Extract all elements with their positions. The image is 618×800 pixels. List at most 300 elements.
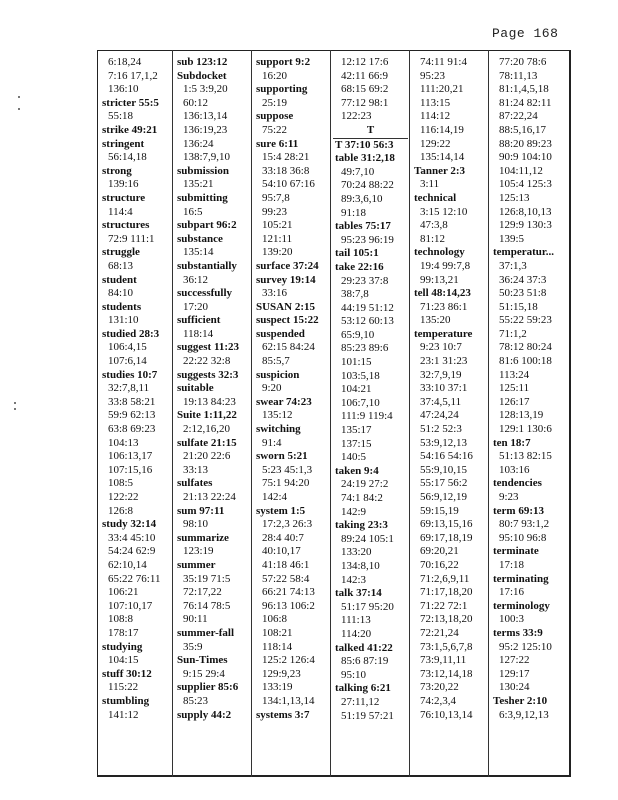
index-column-6 — [491, 56, 569, 772]
index-reference: 135:14,14 — [420, 151, 465, 164]
index-reference: 68:15 69:2 — [341, 83, 389, 96]
scan-speck — [14, 408, 16, 410]
index-reference: 9:23 10:7 — [420, 341, 462, 354]
index-reference: 59:9 62:13 — [108, 409, 156, 422]
index-reference: 76:14 78:5 — [183, 599, 231, 612]
column-divider — [330, 50, 331, 777]
index-term: submission — [177, 164, 229, 177]
index-reference: 133:19 — [262, 681, 293, 694]
index-reference: 73:1,5,6,7,8 — [420, 640, 473, 653]
index-reference: 60:12 — [183, 96, 209, 109]
index-reference: 68:13 — [108, 259, 134, 272]
index-term: temperatur... — [493, 246, 554, 259]
index-reference: 78:11,13 — [499, 69, 538, 82]
index-reference: 16:20 — [262, 69, 288, 82]
index-reference: 121:11 — [262, 232, 293, 245]
index-reference: 99:13,21 — [420, 273, 459, 286]
index-reference: 108:21 — [262, 626, 293, 639]
index-reference: 138:7,9,10 — [183, 151, 231, 164]
index-reference: 35:9 — [183, 640, 203, 653]
index-reference: 70:16,22 — [420, 558, 459, 571]
index-reference: 135:21 — [183, 178, 214, 191]
index-reference: 126:17 — [499, 395, 530, 408]
index-reference: 72:9 111:1 — [108, 232, 155, 245]
index-term: study 32:14 — [102, 518, 157, 531]
index-reference: 33:8 58:21 — [108, 395, 156, 408]
index-term: system 1:5 — [256, 504, 306, 517]
index-reference: 49:7,10 — [341, 165, 375, 178]
index-reference: 6:18,24 — [108, 56, 142, 68]
index-term: studying — [102, 640, 143, 653]
index-reference: 106:4,15 — [108, 341, 147, 354]
index-term: take 22:16 — [335, 260, 384, 273]
index-reference: 71:23 86:1 — [420, 300, 468, 313]
index-term: tail 105:1 — [335, 247, 379, 260]
index-reference: 95:10 — [341, 668, 367, 681]
index-term: Subdocket — [177, 69, 227, 82]
index-reference: 37:4,5,11 — [420, 395, 462, 408]
index-reference: 53:12 60:13 — [341, 315, 394, 328]
index-reference: 71:17,18,20 — [420, 586, 473, 599]
index-reference: 56:14,18 — [108, 151, 147, 164]
index-reference: 81:6 100:18 — [499, 355, 552, 368]
index-reference: 85:23 89:6 — [341, 342, 389, 355]
index-reference: 21:20 22:6 — [183, 450, 231, 463]
index-reference: 75:1 94:20 — [262, 477, 310, 490]
index-reference: 128:13,19 — [499, 409, 544, 422]
index-term: T — [333, 124, 408, 139]
index-reference: 29:23 37:8 — [341, 274, 389, 287]
index-term: suitable — [177, 382, 214, 395]
index-term: technology — [414, 246, 465, 259]
index-reference: 19:13 84:23 — [183, 395, 236, 408]
index-term: stuff 30:12 — [102, 667, 152, 680]
index-reference: 24:19 27:2 — [341, 478, 389, 491]
index-term: structure — [102, 191, 146, 204]
index-term: terminology — [493, 599, 550, 612]
index-reference: 90:9 104:10 — [499, 151, 552, 164]
index-reference: 95:2 125:10 — [499, 640, 552, 653]
index-reference: 137:15 — [341, 437, 372, 450]
index-reference: 129:1 130:6 — [499, 423, 552, 436]
index-reference: 130:24 — [499, 681, 530, 694]
index-reference: 99:23 — [262, 205, 288, 218]
index-term: stringent — [102, 137, 145, 150]
index-reference: 139:20 — [262, 246, 293, 259]
index-reference: 108:8 — [108, 613, 134, 626]
index-reference: 107:15,16 — [108, 463, 153, 476]
index-reference: 106:8 — [262, 613, 288, 626]
index-reference: 74:2,3,4 — [420, 694, 457, 707]
index-reference: 21:13 22:24 — [183, 491, 236, 503]
index-reference: 84:10 — [108, 287, 134, 300]
index-reference: 114:20 — [341, 627, 372, 640]
index-reference: 77:12 98:1 — [341, 96, 389, 109]
index-reference: 54:16 54:16 — [420, 450, 473, 463]
index-reference: 101:15 — [341, 356, 372, 369]
index-term: suppose — [256, 110, 294, 123]
index-reference: 129:17 — [499, 667, 530, 680]
index-term: Tanner 2:3 — [414, 164, 466, 177]
index-reference: 126:8,10,13 — [499, 205, 552, 218]
index-term: sufficient — [177, 314, 221, 327]
index-reference: 36:24 37:3 — [499, 273, 547, 286]
index-reference: 73:12,14,18 — [420, 667, 473, 680]
index-reference: 88:20 89:23 — [499, 137, 552, 150]
index-reference: 33:13 — [183, 463, 209, 476]
index-term: sworn 5:21 — [256, 450, 308, 463]
column-divider — [488, 50, 489, 777]
index-reference: 131:10 — [108, 314, 139, 327]
index-term: sub 123:12 — [177, 56, 228, 68]
index-reference: 126:8 — [108, 504, 134, 517]
index-reference: 69:17,18,19 — [420, 531, 473, 544]
index-term: suggests 32:3 — [177, 368, 239, 381]
index-reference: 71:2,6,9,11 — [420, 572, 470, 585]
index-reference: 42:11 66:9 — [341, 69, 388, 82]
index-reference: 53:9,12,13 — [420, 436, 468, 449]
index-reference: 55:18 — [108, 110, 134, 123]
index-reference: 32:7,8,11 — [108, 382, 150, 395]
index-term: studied 28:3 — [102, 327, 160, 340]
index-reference: 62:15 84:24 — [262, 341, 315, 354]
index-reference: 54:10 67:16 — [262, 178, 315, 191]
index-reference: 33:10 37:1 — [420, 382, 468, 395]
index-reference: 125:13 — [499, 191, 530, 204]
index-reference: 96:13 106:2 — [262, 599, 315, 612]
index-reference: 125:2 126:4 — [262, 654, 315, 667]
index-term: talking 6:21 — [335, 682, 391, 695]
scan-speck — [18, 96, 20, 98]
index-reference: 113:15 — [420, 96, 451, 109]
index-reference: 106:13,17 — [108, 450, 153, 463]
index-reference: 75:22 — [262, 123, 288, 136]
index-reference: 51:17 95:20 — [341, 600, 394, 613]
index-reference: 25:19 — [262, 96, 288, 109]
index-reference: 139:5 — [499, 232, 525, 245]
index-reference: 69:13,15,16 — [420, 518, 473, 531]
index-reference: 73:20,22 — [420, 681, 459, 694]
index-reference: 65:9,10 — [341, 328, 375, 341]
index-reference: 118:14 — [262, 640, 293, 653]
index-term: tell 48:14,23 — [414, 287, 471, 300]
index-reference: 33:16 — [262, 287, 288, 300]
index-reference: 70:24 88:22 — [341, 179, 394, 192]
index-reference: 3:11 — [420, 178, 440, 191]
index-term: taken 9:4 — [335, 464, 379, 477]
index-reference: 81:24 82:11 — [499, 96, 552, 109]
index-term: temperature — [414, 327, 473, 340]
index-reference: 104:11,12 — [499, 164, 543, 177]
index-reference: 55:9,10,15 — [420, 463, 468, 476]
index-term: technical — [414, 191, 457, 204]
index-reference: 106:7,10 — [341, 396, 380, 409]
index-reference: 136:24 — [183, 137, 214, 150]
index-reference: 71:1,2 — [499, 327, 527, 340]
index-term: sulfates — [177, 477, 213, 490]
index-reference: 77:20 78:6 — [499, 56, 547, 68]
index-reference: 105:21 — [262, 219, 293, 232]
index-reference: 103:16 — [499, 463, 530, 476]
index-reference: 136:10 — [108, 83, 139, 96]
index-reference: 56:9,12,19 — [420, 491, 468, 503]
index-reference: 108:5 — [108, 477, 134, 490]
index-column-1 — [100, 56, 171, 772]
index-reference: 178:17 — [108, 626, 139, 639]
index-reference: 125:11 — [499, 382, 530, 395]
index-term: talk 37:14 — [335, 587, 382, 600]
index-term: suspect 15:22 — [256, 314, 319, 327]
index-reference: 57:22 58:4 — [262, 572, 310, 585]
index-reference: 90:11 — [183, 613, 208, 626]
index-term: table 31:2,18 — [335, 152, 395, 165]
index-reference: 104:21 — [341, 383, 372, 396]
index-reference: 73:9,11,11 — [420, 654, 467, 667]
index-reference: 81:12 — [420, 232, 446, 245]
index-reference: 36:12 — [183, 273, 209, 286]
index-reference: 118:14 — [183, 327, 214, 340]
index-term: supporting — [256, 83, 308, 96]
index-term: strong — [102, 164, 132, 177]
index-reference: 41:18 46:1 — [262, 558, 310, 571]
index-reference: 85:23 — [183, 694, 209, 707]
index-term: stricter 55:5 — [102, 96, 159, 109]
index-term: terminate — [493, 545, 539, 558]
index-reference: 135:14 — [183, 246, 214, 259]
index-reference: 55:17 56:2 — [420, 477, 468, 490]
index-reference: 62:10,14 — [108, 558, 147, 571]
index-reference: 85:6 87:19 — [341, 655, 389, 668]
index-term: supplier 85:6 — [177, 681, 239, 694]
index-reference: 54:24 62:9 — [108, 545, 156, 558]
index-term: suspended — [256, 327, 305, 340]
index-term: summer — [177, 558, 216, 571]
index-reference: 85:5,7 — [262, 355, 290, 368]
index-reference: 1:5 3:9,20 — [183, 83, 228, 96]
index-term: Suite 1:11,22 — [177, 409, 237, 422]
index-term: substance — [177, 232, 223, 245]
index-term: switching — [256, 423, 301, 436]
index-reference: 80:7 93:1,2 — [499, 518, 550, 531]
index-reference: 38:7,8 — [341, 288, 369, 301]
index-reference: 32:7,9,19 — [420, 368, 462, 381]
index-term: suspicion — [256, 368, 300, 381]
index-reference: 35:19 71:5 — [183, 572, 231, 585]
index-term: systems 3:7 — [256, 708, 310, 721]
index-reference: 141:12 — [108, 708, 139, 721]
index-reference: 95:23 — [420, 69, 446, 82]
index-reference: 19:4 99:7,8 — [420, 259, 471, 272]
index-reference: 122:22 — [108, 491, 139, 503]
index-term: struggle — [102, 246, 140, 259]
column-divider — [251, 50, 252, 777]
index-reference: 95:10 96:8 — [499, 531, 547, 544]
index-reference: 140:5 — [341, 451, 367, 464]
index-term: summer-fall — [177, 626, 235, 639]
index-reference: 23:1 31:23 — [420, 355, 468, 368]
index-reference: 113:24 — [499, 368, 530, 381]
index-reference: 47:24,24 — [420, 409, 459, 422]
index-reference: 71:22 72:1 — [420, 599, 468, 612]
index-term: term 69:13 — [493, 504, 545, 517]
index-reference: 114:12 — [420, 110, 451, 123]
index-term: sum 97:11 — [177, 504, 225, 517]
index-reference: 66:21 74:13 — [262, 586, 315, 599]
index-reference: 139:16 — [108, 178, 139, 191]
index-term: studies 10:7 — [102, 368, 158, 381]
index-reference: 135:12 — [262, 409, 293, 422]
index-reference: 17:2,3 26:3 — [262, 518, 313, 531]
index-reference: 72:13,18,20 — [420, 613, 473, 626]
index-reference: 129:9 130:3 — [499, 219, 552, 232]
index-reference: 47:3,8 — [420, 219, 448, 232]
index-term: surface 37:24 — [256, 259, 319, 272]
index-term: support 9:2 — [256, 56, 311, 68]
index-reference: 63:8 69:23 — [108, 423, 156, 436]
index-reference: 135:20 — [420, 314, 451, 327]
index-reference: 111:9 119:4 — [341, 410, 393, 423]
index-reference: 17:16 — [499, 586, 525, 599]
index-reference: 106:21 — [108, 586, 139, 599]
scan-speck — [14, 402, 16, 404]
index-term: terminating — [493, 572, 549, 585]
index-reference: 37:1,3 — [499, 259, 527, 272]
index-reference: 133:20 — [341, 546, 372, 559]
index-reference: 129:22 — [420, 137, 451, 150]
index-reference: 51:13 82:15 — [499, 450, 552, 463]
index-reference: 107:10,17 — [108, 599, 153, 612]
index-reference: 17:20 — [183, 300, 209, 313]
index-reference: 136:13,14 — [183, 110, 228, 123]
page-number: Page 168 — [492, 26, 559, 41]
index-reference: 103:5,18 — [341, 369, 380, 382]
index-reference: 127:22 — [499, 654, 530, 667]
index-reference: 2:12,16,20 — [183, 423, 231, 436]
index-reference: 74:11 91:4 — [420, 56, 467, 68]
index-term: Tesher 2:10 — [493, 694, 548, 707]
index-column-4 — [333, 56, 408, 772]
index-term: submitting — [177, 191, 228, 204]
index-reference: 65:22 76:11 — [108, 572, 161, 585]
index-term: talked 41:22 — [335, 641, 393, 654]
index-term: student — [102, 273, 137, 286]
index-reference: 22:22 32:8 — [183, 355, 231, 368]
index-reference: 6:3,9,12,13 — [499, 708, 549, 721]
index-reference: 16:5 — [183, 205, 203, 218]
index-reference: 142:9 — [341, 505, 367, 518]
index-term: students — [102, 300, 142, 313]
index-term: SUSAN 2:15 — [256, 300, 315, 313]
column-divider — [172, 50, 173, 777]
index-reference: 88:5,16,17 — [499, 123, 547, 136]
index-term: ten 18:7 — [493, 436, 531, 449]
index-reference: 28:4 40:7 — [262, 531, 304, 544]
index-reference: 95:23 96:19 — [341, 233, 394, 246]
scan-speck — [18, 108, 20, 110]
index-reference: 95:7,8 — [262, 191, 290, 204]
index-term: supply 44:2 — [177, 708, 232, 721]
index-term: substantially — [177, 259, 237, 272]
index-reference: 89:3,6,10 — [341, 192, 383, 205]
index-reference: 50:23 51:8 — [499, 287, 547, 300]
index-reference: 12:12 17:6 — [341, 56, 389, 68]
index-reference: 7:16 17,1,2 — [108, 69, 158, 82]
index-reference: 107:6,14 — [108, 355, 147, 368]
index-term: sulfate 21:15 — [177, 436, 237, 449]
index-reference: 91:4 — [262, 436, 282, 449]
index-term: summarize — [177, 531, 229, 544]
index-term: survey 19:14 — [256, 273, 316, 286]
index-reference: 5:23 45:1,3 — [262, 463, 313, 476]
index-reference: 89:24 105:1 — [341, 532, 394, 545]
index-reference: 17:18 — [499, 558, 525, 571]
index-reference: 135:17 — [341, 424, 372, 437]
index-reference: 87:22,24 — [499, 110, 538, 123]
index-reference: 134:8,10 — [341, 559, 380, 572]
index-reference: 142:3 — [341, 573, 367, 586]
index-reference: 114:4 — [108, 205, 133, 218]
index-reference: 3:15 12:10 — [420, 205, 468, 218]
index-reference: 100:3 — [499, 613, 525, 626]
index-reference: 142:4 — [262, 491, 288, 503]
column-divider — [409, 50, 410, 777]
index-reference: 9:23 — [499, 491, 519, 503]
index-term: structures — [102, 219, 150, 232]
index-term: T 37:10 56:3 — [335, 138, 394, 151]
index-reference: 104:13 — [108, 436, 139, 449]
index-reference: 51:15,18 — [499, 300, 538, 313]
index-reference: 98:10 — [183, 518, 209, 531]
index-reference: 105:4 125:3 — [499, 178, 552, 191]
index-reference: 15:4 28:21 — [262, 151, 310, 164]
index-reference: 136:19,23 — [183, 123, 228, 136]
index-term: tendencies — [493, 477, 542, 490]
index-column-3 — [254, 56, 329, 772]
index-column-2 — [175, 56, 250, 772]
index-term: Sun-Times — [177, 654, 228, 667]
index-reference: 51:19 57:21 — [341, 709, 394, 722]
index-reference: 27:11,12 — [341, 695, 380, 708]
index-reference: 123:19 — [183, 545, 214, 558]
index-reference: 81:1,4,5,18 — [499, 83, 549, 96]
index-column-5 — [412, 56, 487, 772]
index-term: sure 6:11 — [256, 137, 299, 150]
index-term: suggest 11:23 — [177, 341, 240, 354]
index-reference: 111:20,21 — [420, 83, 464, 96]
index-term: terms 33:9 — [493, 626, 543, 639]
index-reference: 111:13 — [341, 614, 371, 627]
index-term: strike 49:21 — [102, 123, 158, 136]
index-reference: 104:15 — [108, 654, 139, 667]
index-term: taking 23:3 — [335, 519, 388, 532]
index-reference: 72:17,22 — [183, 586, 222, 599]
index-reference: 40:10,17 — [262, 545, 301, 558]
index-reference: 9:15 29:4 — [183, 667, 225, 680]
index-reference: 33:18 36:8 — [262, 164, 310, 177]
index-reference: 69:20,21 — [420, 545, 459, 558]
index-reference: 9:20 — [262, 382, 282, 395]
index-term: stumbling — [102, 694, 150, 707]
index-reference: 91:18 — [341, 206, 367, 219]
index-reference: 74:1 84:2 — [341, 492, 383, 504]
index-term: successfully — [177, 287, 232, 300]
index-reference: 72:21,24 — [420, 626, 459, 639]
index-reference: 33:4 45:10 — [108, 531, 156, 544]
index-reference: 59:15,19 — [420, 504, 459, 517]
index-reference: 134:1,13,14 — [262, 694, 315, 707]
index-reference: 44:19 51:12 — [341, 301, 394, 314]
index-reference: 115:22 — [108, 681, 139, 694]
